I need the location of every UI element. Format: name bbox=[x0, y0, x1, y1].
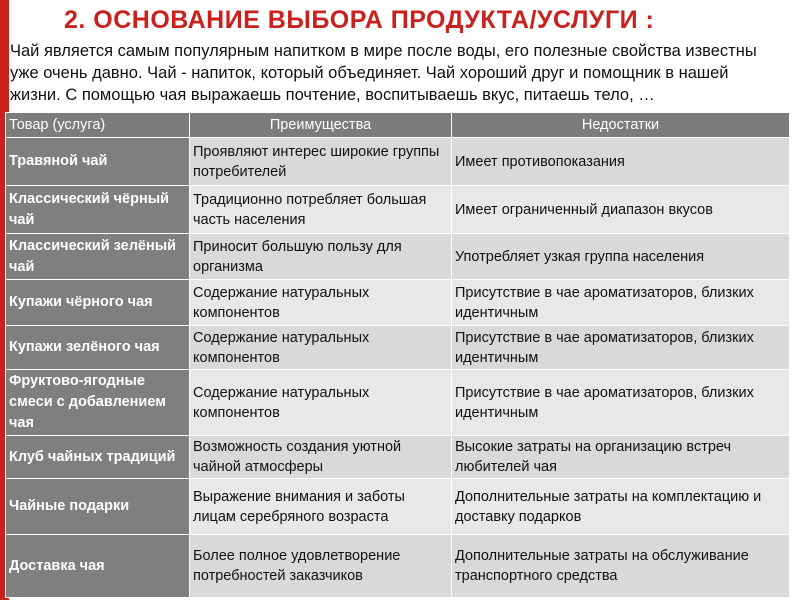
disadvantages-cell: Имеет противопоказания bbox=[452, 138, 790, 186]
advantages-cell: Проявляют интерес широкие группы потребителей bbox=[190, 138, 452, 186]
advantages-cell: Содержание натуральных компонентов bbox=[190, 280, 452, 326]
advantages-cell: Содержание натуральных компонентов bbox=[190, 326, 452, 370]
table-row bbox=[6, 436, 790, 479]
product-cell: Классический зелёный чай bbox=[6, 234, 190, 280]
disadvantages-cell: Дополнительные затраты на комплектацию и доставку подарков bbox=[452, 479, 790, 535]
disadvantages-cell: Дополнительные затраты на обслуживание транспортного средства bbox=[452, 535, 790, 598]
header-disadvantages: Недостатки bbox=[452, 113, 790, 138]
table-row bbox=[6, 370, 790, 436]
table-row bbox=[6, 186, 790, 234]
product-cell: Доставка чая bbox=[6, 535, 190, 598]
product-cell: Классический чёрный чай bbox=[6, 186, 190, 234]
advantages-cell: Традиционно потребляет большая часть населения bbox=[190, 186, 452, 234]
disadvantages-cell: Присутствие в чае ароматизаторов, близких идентичным bbox=[452, 280, 790, 326]
table-row bbox=[6, 234, 790, 280]
product-cell: Травяной чай bbox=[6, 138, 190, 186]
comparison-table bbox=[5, 112, 790, 598]
table-row bbox=[6, 280, 790, 326]
product-cell: Клуб чайных традиций bbox=[6, 436, 190, 479]
product-cell: Чайные подарки bbox=[6, 479, 190, 535]
product-cell: Купажи чёрного чая bbox=[6, 280, 190, 326]
disadvantages-cell: Присутствие в чае ароматизаторов, близких идентичным bbox=[452, 370, 790, 436]
disadvantages-cell: Имеет ограниченный диапазон вкусов bbox=[452, 186, 790, 234]
advantages-cell: Приносит большую пользу для организма bbox=[190, 234, 452, 280]
table-header-row bbox=[6, 113, 790, 138]
slide-title: 2. ОСНОВАНИЕ ВЫБОРА ПРОДУКТА/УСЛУГИ : bbox=[64, 6, 655, 34]
advantages-cell: Более полное удовлетворение потребностей заказчиков bbox=[190, 535, 452, 598]
table-row bbox=[6, 138, 790, 186]
table-row bbox=[6, 535, 790, 598]
advantages-cell: Возможность создания уютной чайной атмосферы bbox=[190, 436, 452, 479]
disadvantages-cell: Употребляет узкая группа населения bbox=[452, 234, 790, 280]
table-row bbox=[6, 479, 790, 535]
advantages-cell: Содержание натуральных компонентов bbox=[190, 370, 452, 436]
disadvantages-cell: Присутствие в чае ароматизаторов, близких идентичным bbox=[452, 326, 790, 370]
table-row bbox=[6, 326, 790, 370]
header-advantages: Преимущества bbox=[190, 113, 452, 138]
intro-paragraph: Чай является самым популярным напитком в мире после воды, его полезные свойства известны уже очень давно. Чай - напиток, который объединяет. Чай хороший друг и помощник в нашей жизни. С помощью чая выражаешь почтение, воспитываешь вкус, питаешь тело, … bbox=[10, 42, 757, 104]
product-cell: Купажи зелёного чая bbox=[6, 326, 190, 370]
product-cell: Фруктово-ягодные смеси с добавлением чая bbox=[6, 370, 190, 436]
header-product: Товар (услуга) bbox=[6, 113, 190, 138]
advantages-cell: Выражение внимания и заботы лицам серебряного возраста bbox=[190, 479, 452, 535]
disadvantages-cell: Высокие затраты на организацию встреч любителей чая bbox=[452, 436, 790, 479]
